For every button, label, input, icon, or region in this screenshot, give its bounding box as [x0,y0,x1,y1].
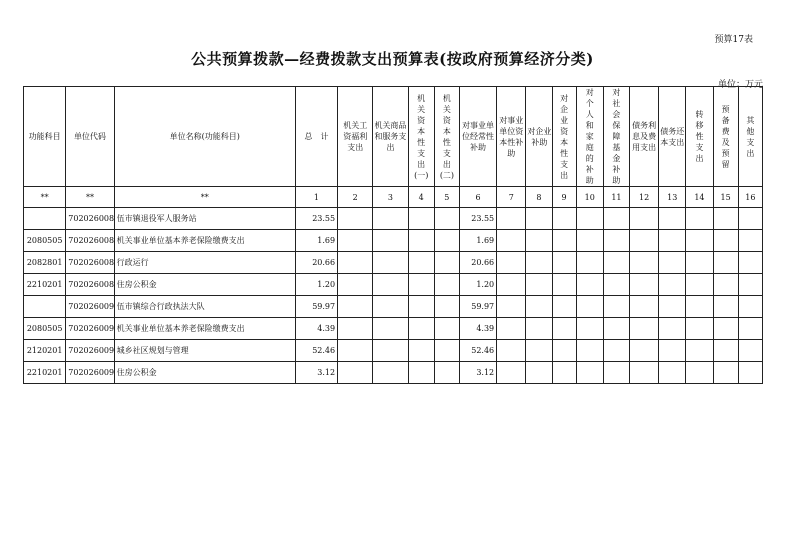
c2-cell [338,230,373,252]
unit-name-cell: 伍市镇退役军人服务站 [114,208,295,230]
c15-cell [713,340,738,362]
c6-cell: 1.20 [459,274,496,296]
c6-cell: 4.39 [459,318,496,340]
header-c14: 转移性支出 [686,87,713,187]
c8-cell [526,208,552,230]
index-cell: 1 [295,187,337,208]
c8-cell [526,274,552,296]
c12-cell [630,274,659,296]
header-c15: 预备费及预留 [713,87,738,187]
c11-cell [603,362,629,384]
c8-cell [526,362,552,384]
c16-cell [738,296,762,318]
c5-cell [434,340,459,362]
c14-cell [686,340,713,362]
c14-cell [686,252,713,274]
c16-cell [738,208,762,230]
index-cell: 14 [686,187,713,208]
c15-cell [713,318,738,340]
c14-cell [686,230,713,252]
page-title: 公共预算拨款—经费拨款支出预算表(按政府预算经济分类) [191,50,594,68]
c14-cell [686,208,713,230]
func-code-cell: 2210201 [24,274,66,296]
c9-cell [552,340,576,362]
header-c16: 其他支出 [738,87,762,187]
index-cell: 12 [630,187,659,208]
c3-cell [373,252,408,274]
c13-cell [659,362,686,384]
c7-cell [497,318,526,340]
index-cell: 9 [552,187,576,208]
func-code-cell: 2120201 [24,340,66,362]
c7-cell [497,296,526,318]
header-c5: 机关资本性支出(二) [434,87,459,187]
index-cell: 4 [408,187,434,208]
index-cell: 16 [738,187,762,208]
c10-cell [576,340,603,362]
c7-cell [497,274,526,296]
c15-cell [713,296,738,318]
func-code-cell: 2080505 [24,318,66,340]
c6-cell: 20.66 [459,252,496,274]
index-cell: ** [66,187,114,208]
c10-cell [576,208,603,230]
c12-cell [630,318,659,340]
c6-cell: 23.55 [459,208,496,230]
c14-cell [686,296,713,318]
c14-cell [686,274,713,296]
total-cell: 3.12 [295,362,337,384]
unit-name-cell: 机关事业单位基本养老保险缴费支出 [114,230,295,252]
header-c6: 对事业单位经常性补助 [459,87,496,187]
c16-cell [738,274,762,296]
c12-cell [630,230,659,252]
unit-code-cell: 702026008 [66,274,114,296]
c10-cell [576,252,603,274]
c15-cell [713,362,738,384]
unit-code-cell: 702026009 [66,296,114,318]
unit-code-cell: 702026009 [66,362,114,384]
c7-cell [497,362,526,384]
c11-cell [603,340,629,362]
c10-cell [576,362,603,384]
unit-code-cell: 702026009 [66,318,114,340]
c15-cell [713,208,738,230]
c5-cell [434,252,459,274]
c2-cell [338,252,373,274]
c6-cell: 52.46 [459,340,496,362]
table-row [24,252,763,274]
c3-cell [373,296,408,318]
index-row [24,187,763,208]
c11-cell [603,318,629,340]
c7-cell [497,340,526,362]
c16-cell [738,362,762,384]
header-total: 总 计 [295,87,337,187]
c9-cell [552,252,576,274]
c11-cell [603,296,629,318]
c16-cell [738,318,762,340]
total-cell: 59.97 [295,296,337,318]
table-row [24,230,763,252]
total-cell: 4.39 [295,318,337,340]
total-cell: 20.66 [295,252,337,274]
c4-cell [408,340,434,362]
c4-cell [408,274,434,296]
c10-cell [576,296,603,318]
header-c11: 对社会保障基金补助 [603,87,629,187]
table-row [24,208,763,230]
c4-cell [408,252,434,274]
unit-name-cell: 城乡社区规划与管理 [114,340,295,362]
header-c9: 对企业资本性支出 [552,87,576,187]
c8-cell [526,296,552,318]
header-c10: 对个人和家庭的补助 [576,87,603,187]
c3-cell [373,340,408,362]
c16-cell [738,252,762,274]
c2-cell [338,274,373,296]
c8-cell [526,340,552,362]
c8-cell [526,252,552,274]
c16-cell [738,230,762,252]
total-cell: 23.55 [295,208,337,230]
c4-cell [408,230,434,252]
c6-cell: 1.69 [459,230,496,252]
unit-code-cell: 702026009 [66,340,114,362]
unit-name-cell: 住房公积金 [114,274,295,296]
total-cell: 1.20 [295,274,337,296]
header-unit-code: 单位代码 [66,87,114,187]
c14-cell [686,318,713,340]
c3-cell [373,362,408,384]
c9-cell [552,274,576,296]
unit-name-cell: 伍市镇综合行政执法大队 [114,296,295,318]
c13-cell [659,230,686,252]
func-code-cell: 2082801 [24,252,66,274]
index-cell: 13 [659,187,686,208]
header-c3: 机关商品和服务支出 [373,87,408,187]
c12-cell [630,362,659,384]
c13-cell [659,274,686,296]
c7-cell [497,252,526,274]
c13-cell [659,318,686,340]
header-c7: 对事业单位资本性补助 [497,87,526,187]
c8-cell [526,318,552,340]
header-c12: 债务利息及费用支出 [630,87,659,187]
c11-cell [603,252,629,274]
table-row [24,362,763,384]
c2-cell [338,296,373,318]
c9-cell [552,296,576,318]
index-cell: ** [114,187,295,208]
c6-cell: 59.97 [459,296,496,318]
table-row [24,340,763,362]
c5-cell [434,362,459,384]
c2-cell [338,340,373,362]
c4-cell [408,296,434,318]
c8-cell [526,230,552,252]
c9-cell [552,208,576,230]
unit-code-cell: 702026008 [66,230,114,252]
c10-cell [576,274,603,296]
c13-cell [659,296,686,318]
table-row [24,318,763,340]
budget-table [23,86,763,384]
index-cell: 2 [338,187,373,208]
c12-cell [630,208,659,230]
table-number: 预算17表 [714,35,753,45]
c16-cell [738,340,762,362]
c12-cell [630,252,659,274]
index-cell: 11 [603,187,629,208]
index-cell: 3 [373,187,408,208]
c10-cell [576,318,603,340]
header-c8: 对企业补助 [526,87,552,187]
c5-cell [434,208,459,230]
c12-cell [630,340,659,362]
index-cell: 6 [459,187,496,208]
unit-name-cell: 住房公积金 [114,362,295,384]
c7-cell [497,208,526,230]
func-code-cell: 2080505 [24,230,66,252]
c9-cell [552,230,576,252]
c5-cell [434,274,459,296]
func-code-cell [24,296,66,318]
func-code-cell [24,208,66,230]
unit-code-cell: 702026008 [66,208,114,230]
c3-cell [373,230,408,252]
c4-cell [408,362,434,384]
table-row [24,274,763,296]
c3-cell [373,274,408,296]
c2-cell [338,318,373,340]
header-c13: 债务还本支出 [659,87,686,187]
func-code-cell: 2210201 [24,362,66,384]
c3-cell [373,208,408,230]
c13-cell [659,252,686,274]
c11-cell [603,230,629,252]
c13-cell [659,340,686,362]
index-cell: 7 [497,187,526,208]
index-cell: ** [24,187,66,208]
c4-cell [408,208,434,230]
c10-cell [576,230,603,252]
table-row [24,296,763,318]
c11-cell [603,208,629,230]
c7-cell [497,230,526,252]
total-cell: 52.46 [295,340,337,362]
c12-cell [630,296,659,318]
c15-cell [713,230,738,252]
c13-cell [659,208,686,230]
c5-cell [434,230,459,252]
index-cell: 8 [526,187,552,208]
c3-cell [373,318,408,340]
c9-cell [552,318,576,340]
header-func-code: 功能科目 [24,87,66,187]
c9-cell [552,362,576,384]
c14-cell [686,362,713,384]
header-c2: 机关工资福利支出 [338,87,373,187]
index-cell: 10 [576,187,603,208]
total-cell: 1.69 [295,230,337,252]
c4-cell [408,318,434,340]
header-row [24,87,763,187]
index-cell: 5 [434,187,459,208]
c5-cell [434,318,459,340]
c15-cell [713,252,738,274]
unit-name-cell: 行政运行 [114,252,295,274]
c11-cell [603,274,629,296]
c2-cell [338,362,373,384]
index-cell: 15 [713,187,738,208]
c15-cell [713,274,738,296]
unit-name-cell: 机关事业单位基本养老保险缴费支出 [114,318,295,340]
header-unit-name: 单位名称(功能科目) [114,87,295,187]
c5-cell [434,296,459,318]
unit-code-cell: 702026008 [66,252,114,274]
c2-cell [338,208,373,230]
c6-cell: 3.12 [459,362,496,384]
header-c4: 机关资本性支出(一) [408,87,434,187]
unit-label: 单位：万元 [717,80,763,90]
